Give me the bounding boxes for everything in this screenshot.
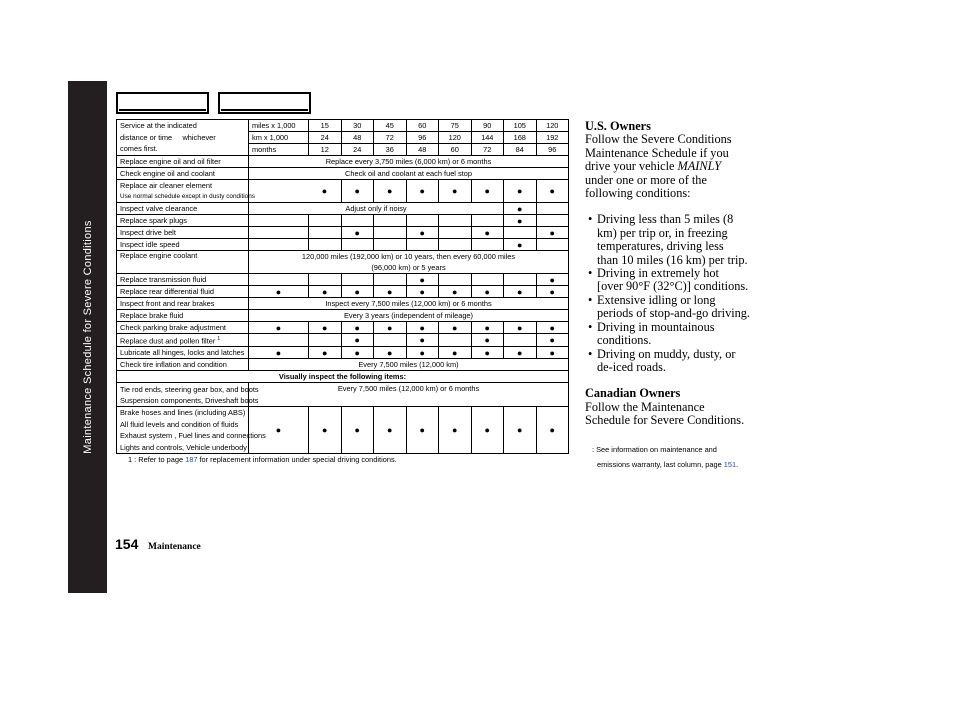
dot-cell: ● [471, 180, 504, 203]
dot-cell: ● [309, 180, 342, 203]
months-cell: 36 [374, 144, 407, 156]
condition-line: Driving less than 5 miles (8 [597, 212, 734, 227]
blank-cell [471, 215, 504, 227]
km-cell: 48 [341, 132, 374, 144]
blank-cell [309, 215, 342, 227]
item-label: Replace rear differential fluid [117, 286, 249, 298]
dot-cell: ● [536, 347, 569, 359]
condition-line: [over 90°F (32°C)] conditions. [597, 279, 749, 294]
blank-cell [341, 274, 374, 286]
blank-cell [374, 334, 407, 347]
header-label [117, 132, 249, 144]
table-row [117, 274, 569, 286]
header-label: comes first. [117, 144, 249, 156]
blank-cell [439, 227, 472, 239]
list-item [585, 348, 785, 375]
blank-cell [374, 239, 407, 251]
months-cell: 48 [406, 144, 439, 156]
condition-line: Driving in mountainous [597, 319, 715, 334]
interval-note: Replace every 3,750 miles (6,000 km) or 6 months [249, 156, 569, 168]
months-cell: 12 [309, 144, 342, 156]
dot-cell: ● [406, 407, 439, 454]
km-cell: 72 [374, 132, 407, 144]
intro-line: under one or more of the [585, 172, 707, 187]
blank-cell [249, 334, 309, 347]
dot-cell: ● [374, 407, 407, 454]
section-sidebar [68, 81, 107, 593]
dot-cell: ● [309, 322, 342, 334]
item-label: Check engine oil and coolant [117, 168, 249, 180]
dot-cell: ● [374, 180, 407, 203]
blank-cell [309, 274, 342, 286]
dot-cell: ● [406, 286, 439, 298]
item-sublabel: Use normal schedule except in dusty conditions [120, 193, 255, 200]
months-cell: 60 [439, 144, 472, 156]
table-row [117, 203, 569, 215]
dot-cell: ● [341, 227, 374, 239]
page-section-label: Maintenance [148, 542, 201, 552]
blank-cell [374, 227, 407, 239]
table-row [117, 251, 569, 274]
item-label [117, 407, 266, 454]
blank-cell [471, 274, 504, 286]
item-label-text: Replace air cleaner element [120, 181, 213, 190]
table-row [117, 383, 569, 407]
interval-note: Every 7,500 miles (12,000 km) or 6 months [249, 383, 569, 407]
blank-cell [249, 227, 309, 239]
dot-cell: ● [471, 227, 504, 239]
table-row [117, 168, 569, 180]
table-row [117, 132, 569, 144]
footnote-text: emissions warranty, last column, page [597, 460, 724, 469]
dot-cell: ● [471, 286, 504, 298]
item-label-text: Tie rod ends, steering gear box, and boots [120, 384, 259, 394]
item-label-text: All fluid levels and condition of fluids [120, 419, 239, 429]
item-label-text: Suspension components, Driveshaft boots [120, 395, 259, 405]
miles-cell: 15 [309, 120, 342, 132]
list-item [585, 321, 785, 348]
dot-cell: ● [536, 227, 569, 239]
blank-cell [341, 215, 374, 227]
km-cell: 24 [309, 132, 342, 144]
blank-cell [406, 215, 439, 227]
dot-cell: ● [249, 322, 309, 334]
interval-note [249, 251, 569, 274]
dot-cell: ● [536, 180, 569, 203]
dot-cell: ● [439, 322, 472, 334]
page-link[interactable]: 151 [723, 460, 737, 469]
dot-cell: ● [341, 334, 374, 347]
blank-cell [374, 274, 407, 286]
item-label: Inspect front and rear brakes [117, 298, 249, 310]
table-row [117, 144, 569, 156]
blank-cell [536, 239, 569, 251]
dot-cell: ● [504, 347, 537, 359]
footnote-text: 1 : Refer to page [128, 455, 186, 464]
dot-cell: ● [406, 274, 439, 286]
dot-cell: ● [471, 407, 504, 454]
condition-line: Driving on muddy, dusty, or [597, 346, 736, 361]
miles-cell: 105 [504, 120, 537, 132]
blank-cell [309, 227, 342, 239]
table-row [117, 371, 569, 383]
miles-cell: 90 [471, 120, 504, 132]
table-row [117, 347, 569, 359]
visual-inspection-header: Visually inspect the following items: [117, 371, 569, 383]
table-row [117, 298, 569, 310]
footnote-text: : See information on maintenance and [592, 445, 717, 454]
dot-cell: ● [309, 347, 342, 359]
owners-info [585, 120, 785, 428]
footnote-right [592, 442, 738, 472]
table-row [117, 239, 569, 251]
dot-cell: ● [374, 286, 407, 298]
dot-cell: ● [536, 407, 569, 454]
dot-cell: ● [504, 215, 537, 227]
page-number: 154 [115, 536, 139, 552]
blank-cell [536, 203, 569, 215]
dot-cell: ● [341, 347, 374, 359]
item-label-text: Exhaust system , Fuel lines and connections [120, 431, 266, 441]
blank-cell [406, 239, 439, 251]
dot-cell: ● [471, 347, 504, 359]
blank-cell [341, 239, 374, 251]
dot-cell: ● [309, 407, 342, 454]
header-label-part: whichever [182, 132, 216, 142]
item-label-text: Brake hoses and lines (including ABS) [120, 408, 246, 418]
blank-cell [439, 239, 472, 251]
intro-line: drive your vehicle [585, 159, 678, 174]
dot-cell: ● [249, 286, 309, 298]
list-item [585, 213, 785, 267]
header-label: Service at the indicated [117, 120, 249, 132]
dot-cell: ● [504, 180, 537, 203]
dot-cell: ● [249, 347, 309, 359]
intro-line: following conditions: [585, 186, 691, 201]
km-cell: 144 [471, 132, 504, 144]
condition-line: km) per trip or, in freezing [597, 225, 728, 240]
blank-cell [439, 215, 472, 227]
table-row [117, 407, 569, 454]
condition-line: temperatures, driving less [597, 239, 724, 254]
blank-cell [249, 180, 309, 203]
interval-note: Adjust only if noisy [249, 203, 504, 215]
miles-cell: 60 [406, 120, 439, 132]
dot-cell: ● [439, 180, 472, 203]
table-row [117, 310, 569, 322]
us-owners-intro [585, 133, 785, 200]
blank-cell [439, 274, 472, 286]
table-row [117, 286, 569, 298]
conditions-list [585, 213, 785, 374]
item-label: Replace transmission fluid [117, 274, 249, 286]
table-row [117, 334, 569, 347]
canadian-owners-heading: Canadian Owners [585, 386, 681, 401]
blank-cell [504, 227, 537, 239]
dot-cell: ● [504, 239, 537, 251]
interval-note-line: (96,000 km) or 5 years [371, 263, 446, 272]
km-cell: 96 [406, 132, 439, 144]
dot-cell: ● [406, 180, 439, 203]
dot-cell: ● [504, 203, 537, 215]
footnote-left [128, 455, 397, 464]
item-label: Lubricate all hinges, locks and latches [117, 347, 249, 359]
interval-note: Inspect every 7,500 miles (12,000 km) or 6 months [249, 298, 569, 310]
maintenance-schedule-table [116, 119, 569, 454]
item-label-text: Lights and controls, Vehicle underbody [120, 442, 247, 452]
item-label-text: Replace dust and pollen filter [120, 336, 216, 346]
blank-cell [471, 239, 504, 251]
dot-cell: ● [504, 407, 537, 454]
dot-cell: ● [374, 322, 407, 334]
dot-cell: ● [536, 286, 569, 298]
footnote-text: for replacement information under special driving conditions. [197, 455, 397, 464]
miles-cell: 45 [374, 120, 407, 132]
table-row [117, 180, 569, 203]
item-label: Check parking brake adjustment [117, 322, 249, 334]
item-label [117, 180, 255, 203]
us-owners-heading: U.S. Owners [585, 119, 651, 133]
interval-note: Check oil and coolant at each fuel stop [249, 168, 569, 180]
condition-line: periods of stop-and-go driving. [597, 306, 751, 321]
table-row [117, 215, 569, 227]
table-row [117, 120, 569, 132]
km-cell: 168 [504, 132, 537, 144]
blank-cell [309, 334, 342, 347]
miles-cell: 30 [341, 120, 374, 132]
list-item [585, 294, 785, 321]
dot-cell: ● [341, 180, 374, 203]
dot-cell: ● [536, 322, 569, 334]
blank-cell [504, 334, 537, 347]
months-cell: 84 [504, 144, 537, 156]
canadian-line: Follow the Maintenance [585, 399, 705, 414]
item-label: Replace engine oil and oil filter [117, 156, 249, 168]
dot-cell: ● [471, 334, 504, 347]
header-box-right [218, 92, 311, 114]
dot-cell: ● [406, 227, 439, 239]
dot-cell: ● [439, 347, 472, 359]
item-label: Replace brake fluid [117, 310, 249, 322]
dot-cell: ● [536, 274, 569, 286]
canadian-line: Schedule for Severe Conditions. [585, 413, 745, 428]
blank-cell [249, 274, 309, 286]
blank-cell [249, 239, 309, 251]
dot-cell: ● [341, 322, 374, 334]
intro-line: Follow the Severe Conditions [585, 132, 732, 147]
condition-line: conditions. [597, 333, 652, 348]
item-label [117, 383, 259, 407]
unit-label: km x 1,000 [249, 132, 309, 144]
dot-cell: ● [406, 347, 439, 359]
blank-cell [309, 239, 342, 251]
intro-line: Maintenance Schedule if you [585, 145, 729, 160]
item-label [117, 334, 249, 347]
dot-cell: ● [504, 286, 537, 298]
miles-cell: 120 [536, 120, 569, 132]
km-cell: 120 [439, 132, 472, 144]
dot-cell: ● [249, 407, 309, 454]
table-row [117, 359, 569, 371]
table-row [117, 227, 569, 239]
months-cell: 24 [341, 144, 374, 156]
dot-cell: ● [471, 322, 504, 334]
blank-cell [504, 274, 537, 286]
list-item [585, 267, 785, 294]
blank-cell [439, 334, 472, 347]
dot-cell: ● [341, 407, 374, 454]
months-cell: 72 [471, 144, 504, 156]
dot-cell: ● [374, 347, 407, 359]
dot-cell: ● [406, 334, 439, 347]
miles-cell: 75 [439, 120, 472, 132]
condition-line: de-iced roads. [597, 359, 666, 374]
footnote-line [592, 457, 738, 472]
dot-cell: ● [341, 286, 374, 298]
dot-cell: ● [439, 407, 472, 454]
blank-cell [536, 215, 569, 227]
interval-note: Every 3 years (independent of mileage) [249, 310, 569, 322]
canadian-owners-text [585, 401, 785, 428]
table-row [117, 322, 569, 334]
interval-note-line: 120,000 miles (192,000 km) or 10 years, then every 60,000 miles [301, 252, 516, 261]
sidebar-title: Maintenance Schedule for Severe Conditions [81, 220, 94, 454]
unit-label: months [249, 144, 309, 156]
dot-cell: ● [536, 334, 569, 347]
blank-cell [249, 215, 309, 227]
item-label: Check tire inflation and condition [117, 359, 249, 371]
months-cell: 96 [536, 144, 569, 156]
header-box-left [116, 92, 209, 114]
header-label-part: distance or time [120, 132, 173, 142]
dot-cell: ● [406, 322, 439, 334]
footnote-marker: 1 [217, 336, 221, 342]
table-row [117, 156, 569, 168]
condition-line: Driving in extremely hot [597, 266, 719, 281]
condition-line: Extensive idling or long [597, 292, 716, 307]
item-label: Replace engine coolant [117, 251, 249, 274]
item-label: Inspect valve clearance [117, 203, 249, 215]
item-label: Inspect drive belt [117, 227, 249, 239]
dot-cell: ● [309, 286, 342, 298]
interval-note: Every 7,500 miles (12,000 km) [249, 359, 569, 371]
page-link[interactable]: 187 [185, 455, 198, 464]
intro-emphasis: MAINLY [677, 159, 722, 174]
item-label: Replace spark plugs [117, 215, 249, 227]
unit-label: miles x 1,000 [249, 120, 309, 132]
condition-line: than 10 miles (16 km) per trip. [597, 252, 748, 267]
blank-cell [374, 215, 407, 227]
dot-cell: ● [439, 286, 472, 298]
item-label: Inspect idle speed [117, 239, 249, 251]
dot-cell: ● [504, 322, 537, 334]
km-cell: 192 [536, 132, 569, 144]
footnote-text: . [736, 460, 739, 469]
